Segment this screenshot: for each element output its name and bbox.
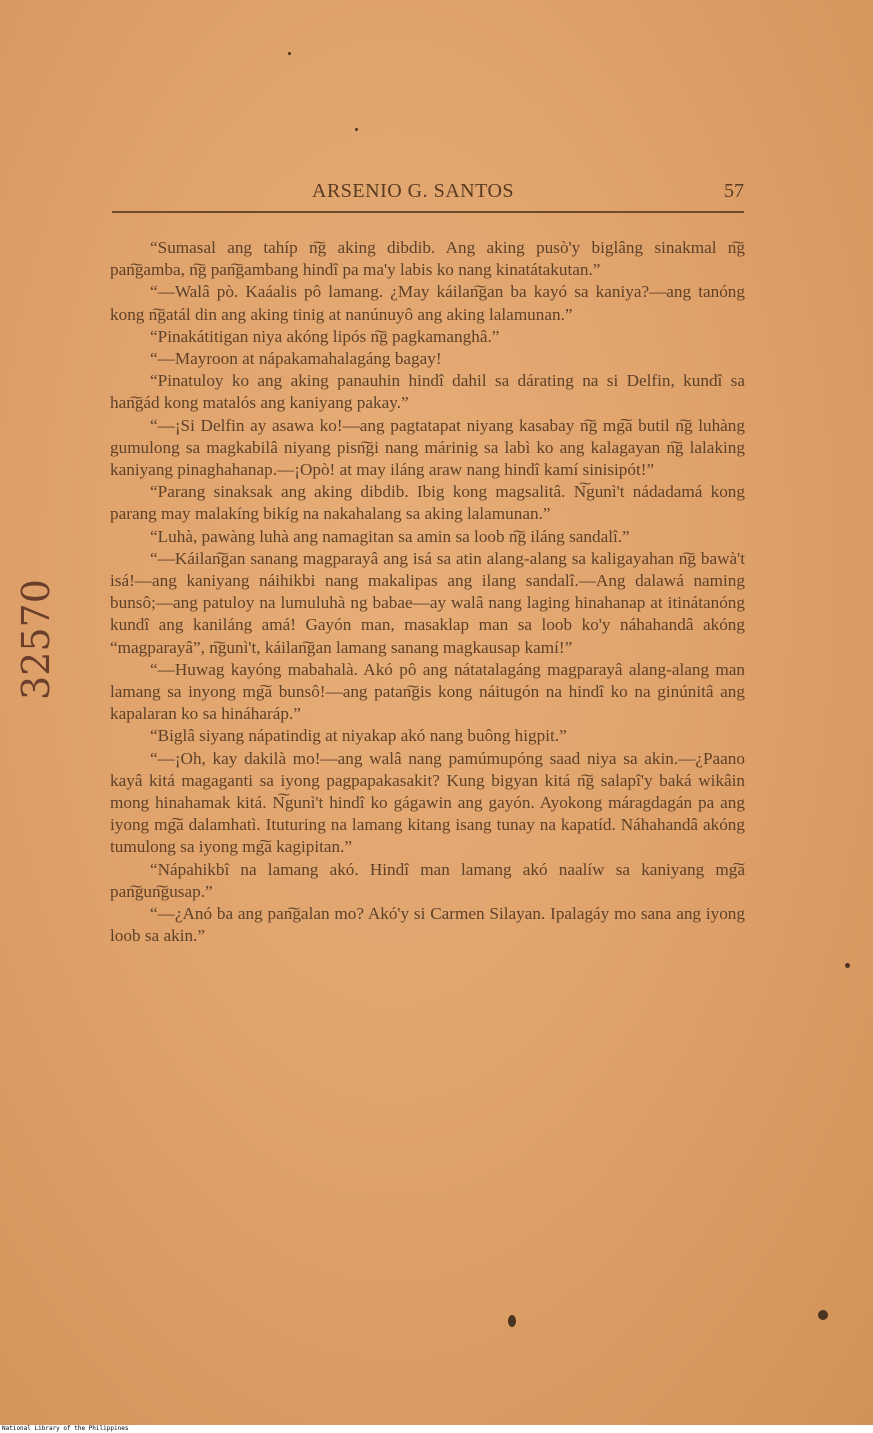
header-rule: [112, 211, 744, 213]
paragraph: “Luhà, pawàng luhà ang namagitan sa amin sa loob n͠g iláng sandalî.”: [150, 526, 630, 546]
paragraph: “Pinakátitigan niya akóng lipós n͠g pagkamanghâ.”: [150, 326, 500, 346]
body-text: [110, 237, 745, 948]
paragraph: “—¡Si Delfin ay asawa ko!—ang pagtatapat niyang kasabay n͠g mg͠a butil n͠g luhàng gumulong sa magkabilâ niyang pisn͠gi nang márinig sa labì ko ang kalagayan n͠g lalaking kaniyang pinaghahanap.—¡Opò! at may iláng araw nang hindî kamí sinisipót!”: [110, 415, 745, 480]
ink-speck: [355, 128, 358, 131]
paragraph: “Sumasal ang tahíp n͠g aking dibdib. Ang aking pusò'y biglâng sinakmal n͠g pan͠gamba, n͠g pan͠gambang hindî pa ma'y labis ko nang kinatátakutan.”: [110, 238, 745, 280]
paragraph: “—Mayroon at nápakamahalagáng bagay!: [150, 349, 442, 369]
paragraph: “—Huwag kayóng mabahalà. Akó pô ang nátatalagáng magparayâ alang-alang man lamang sa inyong mg͠a bunsô!—ang patan͠gis kong náitugón na hindî ko na ginúnitâ ang kapalaran ko sa hináharáp.”: [110, 659, 745, 724]
page-header: [112, 178, 744, 210]
handwritten-accession-number: 32570: [14, 579, 58, 700]
ink-speck: [508, 1315, 516, 1327]
footer-credit: National Library of the Philippines: [2, 1425, 129, 1432]
page-number: 57: [724, 180, 744, 202]
ink-speck: [845, 963, 850, 968]
running-head: ARSENIO G. SANTOS: [312, 180, 515, 202]
paragraph: “—¡Oh, kay dakilà mo!—ang walâ nang pamúmupóng saad niya sa akin.—¿Paano kayâ kitá magaganti sa iyong pagpapakasakit? Kung bigyan kitá n͠g salapî'y baká wikâin mong hinahamak kitá. N͠gunì't hindî ko gágawin ang gayón. Ayokong máragdagán pa ang iyong mg͠a dalamhatì. Ituturing na lamang kitang isang tunay na kapatíd. Náhahandâ akóng tumulong sa iyong mg͠a kagipitan.”: [110, 748, 745, 857]
paragraph: “Pinatuloy ko ang aking panauhin hindî dahil sa dárating na si Delfin, kundî sa han͠gád kong matalós ang kaniyang pakay.”: [110, 371, 745, 413]
ink-speck: [288, 52, 291, 55]
paragraph: “—Walâ pò. Kaáalis pô lamang. ¿May káilan͠gan ba kayó sa kaniya?—ang tanóng kong n͠gatál din ang aking tinig at nanúnuyô ang aking lalamunan.”: [110, 282, 745, 324]
paragraph: “—Káilan͠gan sanang magparayâ ang isá sa atin alang-alang sa kaligayahan n͠g bawà't isá!—ang kaniyang náihikbi nang makalipas ang ilang sandalî.—Ang dalawá naming bunsô;—ang patuloy na lumuluhà ng babae—ay walâ nang laging hinahanap at itinátanóng kundî ang kaniláng amá! Gayón man, masaklap man sa loob ko'y náhahandâ akóng “magparayâ”, n͠gunì't, káilan͠gan lamang sanang magkausap kamí!”: [110, 548, 745, 657]
paragraph: “Biglâ siyang nápatindig at niyakap akó nang buông higpit.”: [150, 726, 567, 746]
paragraph: “—¿Anó ba ang pan͠galan mo? Akó'y si Carmen Silayan. Ipalagáy mo sana ang iyong loob sa akin.”: [110, 904, 745, 946]
ink-speck: [818, 1310, 828, 1320]
paragraph: “Parang sinaksak ang aking dibdib. Ibig kong magsalitâ. N͠gunì't nádadamá kong parang may malakíng bikíg na nakahalang sa aking lalamunan.”: [110, 482, 745, 524]
paragraph: “Nápahikbî na lamang akó. Hindî man lamang akó naalíw sa kaniyang mg͠a pan͠gun͠gusap.”: [110, 859, 745, 901]
